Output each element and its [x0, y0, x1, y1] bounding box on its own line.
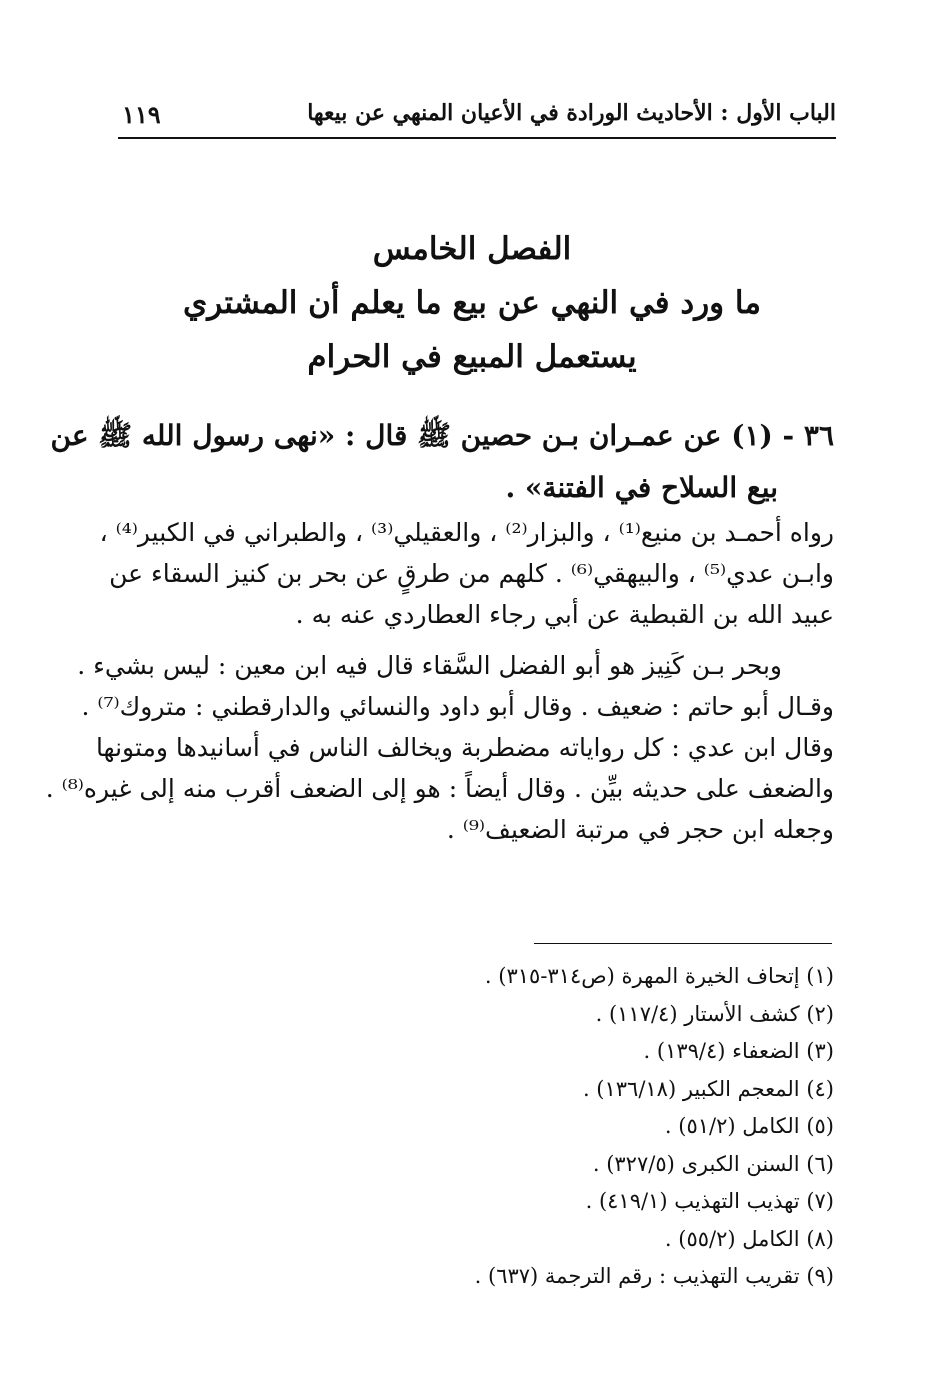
chapter-heading-block: [110, 222, 834, 384]
page-number: ١١٩: [122, 100, 161, 129]
commentary-line: وبحر بـن كَنِيز هو أبو الفضل السَّقاء قال فيه ابن معين : ليس بشيء .: [77, 651, 782, 680]
commentary-line: وقـال أبو حاتم : ضعيف . وقال أبو داود والنسائي والدارقطني : متروك⁽⁷⁾ .: [81, 692, 834, 721]
footnote: (٥) الكامل (٥١/٢) .: [664, 1114, 834, 1138]
commentary-line: والضعف على حديثه بيِّن . وقال أيضاً : هو إلى الضعف أقرب منه إلى غيره⁽⁸⁾ .: [45, 774, 834, 803]
commentary-line: عبيد الله بن القبطية عن أبي رجاء العطاردي عنه به .: [295, 600, 834, 629]
footnote: (٦) السنن الكبرى (٣٢٧/٥) .: [592, 1151, 834, 1176]
footnote-separator: [534, 943, 832, 944]
running-title: الباب الأول : الأحاديث الورادة في الأعيان المنهي عن بيعها: [307, 100, 836, 126]
footnotes: [110, 958, 834, 1296]
footnote: (٨) الكامل (٥٥/٢) .: [664, 1226, 834, 1251]
hadith-line-2: بيع السلاح في الفتنة» .: [505, 471, 778, 504]
chapter-heading: الفصل الخامس: [372, 231, 572, 267]
hadith-text: [50, 410, 834, 514]
footnote: (٢) كشف الأستار (١١٧/٤) .: [595, 1001, 834, 1026]
commentary-line: وجعله ابن حجر في مرتبة الضعيف⁽⁹⁾ .: [446, 815, 834, 844]
commentary-line: وابـن عدي⁽⁵⁾ ، والبيهقي⁽⁶⁾ . كلهم من طرقٍ عن بحر بن كنيز السقاء عن: [109, 559, 834, 588]
footnote: (٤) المعجم الكبير (١٣٦/١٨) .: [582, 1076, 834, 1101]
header-rule: [118, 137, 836, 139]
footnote: (٧) تهذيب التهذيب (٤١٩/١) .: [585, 1189, 834, 1213]
running-header: [118, 96, 836, 136]
chapter-title-line-1: ما ورد في النهي عن بيع ما يعلم أن المشتري: [183, 285, 761, 321]
hadith-line-1: ٣٦ - (١) عن عمـران بـن حصين ﷺ قال : «نهى رسول الله ﷺ عن: [50, 419, 834, 452]
footnote: (١) إتحاف الخيرة المهرة (ص٣١٤-٣١٥) .: [484, 964, 834, 988]
commentary-line: رواه أحمـد بن منيع⁽¹⁾ ، والبزار⁽²⁾ ، والعقيلي⁽³⁾ ، والطبراني في الكبير⁽⁴⁾ ،: [99, 518, 834, 547]
footnote: (٩) تقريب التهذيب : رقم الترجمة (٦٣٧) .: [474, 1264, 834, 1288]
commentary-line: وقال ابن عدي : كل رواياته مضطربة ويخالف الناس في أسانيدها ومتونها: [95, 733, 834, 762]
commentary: [45, 512, 834, 850]
chapter-title-line-2: يستعمل المبيع في الحرام: [307, 339, 637, 375]
footnote: (٣) الضعفاء (١٣٩/٤) .: [643, 1039, 834, 1063]
